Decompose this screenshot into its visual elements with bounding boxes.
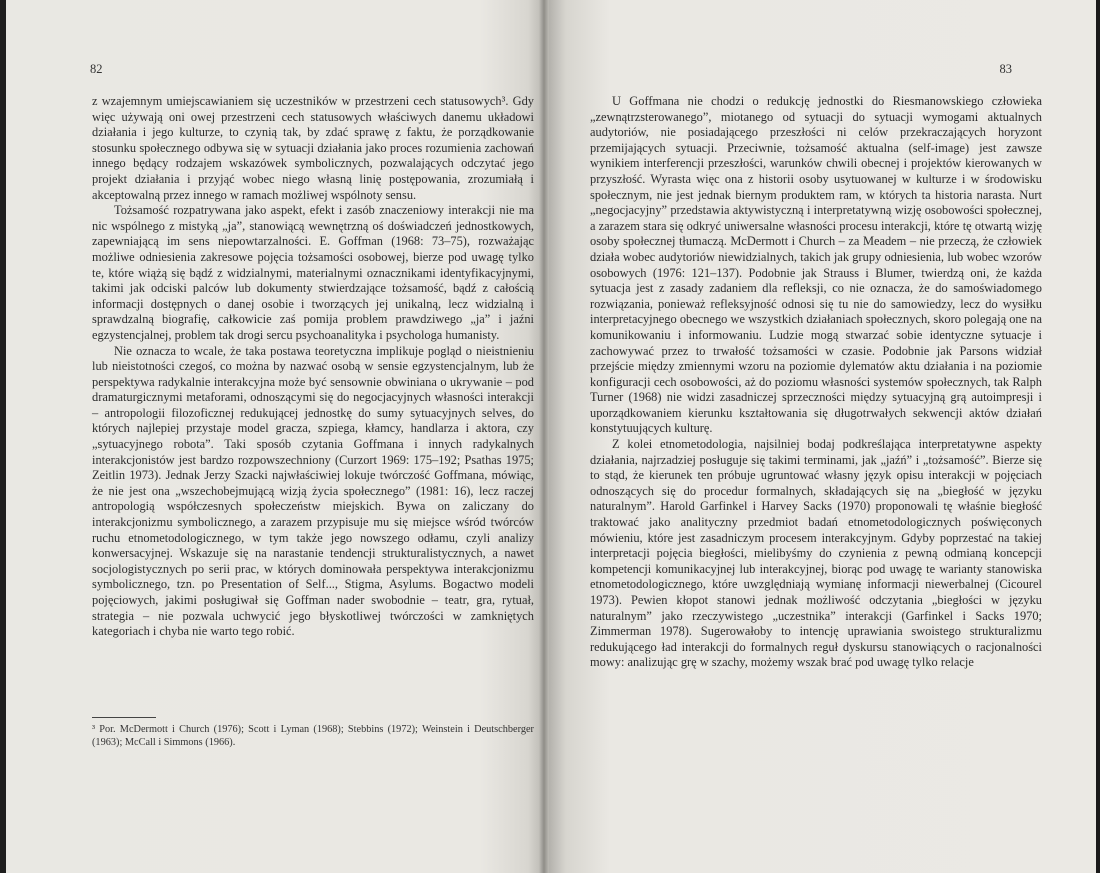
scan-edge bbox=[1096, 0, 1100, 873]
right-page bbox=[544, 0, 1096, 873]
footnote: ³ Por. McDermott i Church (1976); Scott i Lyman (1968); Stebbins (1972); Weinstein i Deutschberger (1963); McCall i Simmons (1966). bbox=[92, 724, 534, 748]
footnote-rule bbox=[92, 717, 156, 718]
paragraph: Z kolei etnometodologia, najsilniej bodaj podkreślająca interpretatywne aspekty działania, najrzadziej posługuje się takimi terminami, jak „jaźń” i „tożsamość”. Bierze się to stąd, że kierunek ten próbuje ugruntować własny język opisu interakcji w pojęciach odnoszących się do procedur formalnych, składających się na „biegłość w języku naturalnym”. Harold Garfinkel i Harvey Sacks (1970) proponowali tę właśnie biegłość traktować jako analityczny przedmiot badań etnometodologicznych poświęconych mówieniu, które jest zasadniczym procesem interakcyjnym. Gdyby poprzestać na takiej interpretacji pojęcia biegłości, mielibyśmy do czynienia z pewną odmianą koncepcji kompetencji komunikacyjnej lub interakcyjnej, biorąc pod uwagę te warianty stanowiska etnometodologicznego, które uwzględniają wymianę informacji niewerbalnej (Cicourel 1973). Pewien kłopot stanowi jednak możliwość odczytania „biegłości w języku naturalnym” jako rzeczywistego „uczestnika” interakcji (Garfinkel i Sacks 1970; Zimmerman 1978). Sugerowałoby to intencję uprawiania swoistego strukturalizmu redukującego ład interakcji do formalnych reguł dyskursu stanowiących o racjonalności mowy: analizując grę w szachy, możemy wszak brać pod uwagę tylko relacje bbox=[590, 437, 1042, 670]
book-spread bbox=[6, 0, 1096, 873]
paragraph: z wzajemnym umiejscawianiem się uczestników w przestrzeni cech statusowych³. Gdy więc używają oni owej przestrzeni cech statusowych właściwych danemu układowi działania i jego kulturze, to czynią tak, by zdać sprawę z faktu, że porządkowanie stosunku społecznego odbywa się w sytuacji działania jako proces rozumienia zachowań innego będący rodzajem wskazówek symbolicznych, pozwalających odczytać jego projekt działania i przyjąć wobec niego własną linię postępowania, zrozumiałą i akceptowalną przez innego w ramach możliwej wspólnoty sensu. bbox=[92, 94, 534, 202]
book-gutter bbox=[539, 0, 549, 873]
left-body-text bbox=[92, 94, 534, 640]
paragraph: Tożsamość rozpatrywana jako aspekt, efekt i zasób znaczeniowy interakcji nie ma nic wspólnego z mistyką „ja”, stanowiącą wewnętrzną oś doświadczeń jednostkowych, zapewniającą im sens niepowtarzalności. E. Goffman (1968: 73–75), rozważając możliwe odniesienia zakresowe pojęcia tożsamości osobowej, bierze pod uwagę tylko te, które wiążą się bądź z widzialnymi, materialnymi oznacznikami identyfikacyjnymi, takimi jak odciski palców lub dokumenty stwierdzające tożsamość, bądź z całością informacji dostępnych o danej osobie i tworzących jej unikalną, lecz widzialną i sprawdzalną biografię, całkowicie zaś pomija problem prawdziwego „ja” i jaźni egzystencjalnej, problem tak drogi sercu psychoanalityka i psychologa humanisty. bbox=[92, 203, 534, 342]
page-number-right: 83 bbox=[999, 62, 1012, 76]
paragraph: Nie oznacza to wcale, że taka postawa teoretyczna implikuje pogląd o nieistnieniu lub nieistotności czegoś, co można by nazwać osobą w sensie egzystencjalnym, lub że perspektywa radykalnie interakcyjna może być sensownie obwiniana o ukrywanie – pod dramaturgicznymi metaforami, odnoszącymi się do negocjacyjnych własności interakcji – antropologii filozoficznej redukującej jednostkę do sumy sytuacyjnych selves, do których najlepiej przystaje model gracza, szpiega, kłamcy, handlarza i aktora, czy „sytuacyjnego robota”. Taki sposób czytania Goffmana i innych radykalnych interakcjonistów jest bardzo rozpowszechniony (Curzort 1969: 175–192; Psathas 1975; Zeitlin 1973). Jednak Jerzy Szacki najwłaściwiej lokuje twórczość Goffmana, mówiąc, że nie jest ona „wszechobejmującą wizją życia społecznego” (1981: 16), lecz raczej antropologią współczesnych społeczeństw miejskich. Bywa on zaliczany do interakcjonizmu symbolicznego, a zarazem przypisuje mu się miejsce wśród twórców ruchu etnometodologicznego, w tym także jego nowszego odłamu, czyli analizy konwersacyjnej. Wskazuje się na narastanie tendencji strukturalistycznych, a nawet socjologistycznych po serii prac, w których dominowała perspektywa interakcjonizmu symbolicznego, tzn. po Presentation of Self..., Stigma, Asylums. Bogactwo modeli pojęciowych, jakimi posługiwał się Goffman nader swobodnie – teatr, gra, rytuał, strategia – nie pozwala uchwycić jego błyskotliwej twórczości w zamkniętych kategoriach i chyba nie warto tego robić. bbox=[92, 343, 534, 639]
left-page bbox=[6, 0, 544, 873]
paragraph: U Goffmana nie chodzi o redukcję jednostki do Riesmanowskiego człowieka „zewnątrzsterowanego”, miotanego od sytuacji do sytuacji wymogami aktualnych audytoriów, nie posiadającego przeszłości ni celów przekraczających horyzont przemijających sytuacji. Przeciwnie, tożsamość aktualna (self-image) jest zawsze wynikiem interferencji przeszłości, warunków chwili obecnej i projektów kierowanych w przyszłość. Wyrasta więc ona z historii osoby usytuowanej w kulturze i w środowisku społecznym, nie jest jednak biernym produktem ram, w których ta historia narasta. Nurt „negocjacyjny” przedstawia aktywistyczną i interpretatywną wizję osobowości społecznej, a zarazem stara się odkryć uniwersalne własności procesu interakcji, które tę otwartą wizję osoby społecznej tłumaczą. McDermott i Church – za Meadem – nie przeczą, że człowiek działa wobec audytoriów niewidzialnych, takich jak grupy odniesienia, lub wobec wzorów osobowych (1976: 121–137). Podobnie jak Strauss i Blumer, twierdzą oni, że każda sytuacja jest z zasady zadaniem dla refleksji, co nie oznacza, że do samoświadomego rozwiązania, ponieważ refleksyjność odnosi się tu nie do samowiedzy, lecz do wysiłku interpretacyjnego obecnego we wszystkich działaniach społecznych, skoro polegają one na komunikowaniu i informowaniu. Ludzie mogą stwarzać sobie identyczne sytuacje i zachowywać przez to trwałość tożsamości w czasie. Podobnie jak Parsons widział przejście między zmiennymi wzoru na poziomie dylematów aktu działania i na poziomie konfiguracji cech osobowości, aż do poziomu własności systemów społecznych, tak Ralph Turner (1968) nie widzi zasadniczej sprzeczności między sytuacyjną grą autoimpresji i uporządkowaniem kierunku kształtowania się długotrwałych sekwencji aktów działań konstytuujących kulturę. bbox=[590, 94, 1042, 436]
right-body-text bbox=[590, 94, 1042, 671]
page-number-left: 82 bbox=[90, 62, 103, 76]
